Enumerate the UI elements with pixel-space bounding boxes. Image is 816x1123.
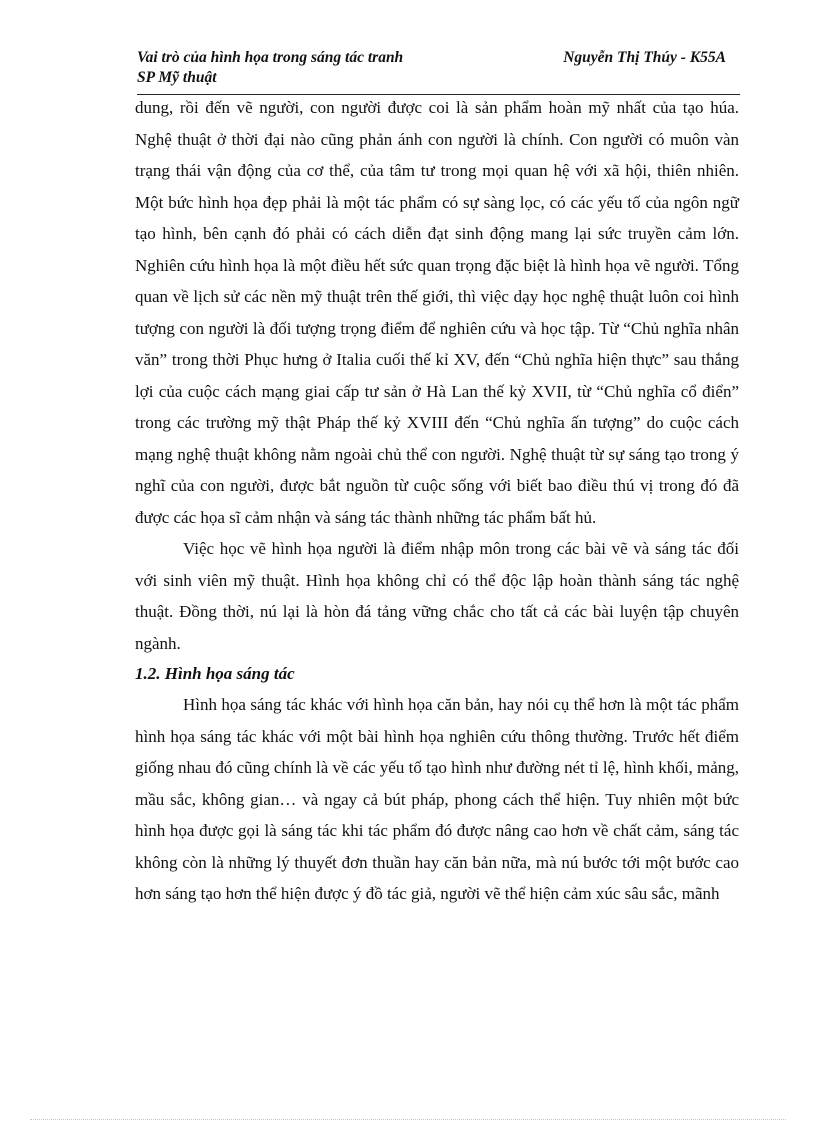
- paragraph-2: Việc học vẽ hình họa người là điểm nhập môn trong các bài vẽ và sáng tác đối với sinh viên mỹ thuật. Hình họa không chỉ có thể độc lập hoàn thành sáng tác nghệ thuật. Đồng thời, nú lại là hòn đá tảng vững chắc cho tất cả các bài luyện tập chuyên ngành.: [135, 539, 739, 653]
- page-bottom-border: [30, 1119, 786, 1120]
- page-header: [137, 48, 740, 95]
- section-heading: 1.2. Hình họa sáng tác: [135, 664, 295, 683]
- paragraph-3: Hình họa sáng tác khác với hình họa căn bản, hay nói cụ thể hơn là một tác phẩm hình họa sáng tác khác với một bài hình họa nghiên cứu thông thường. Trước hết điểm giống nhau đó cũng chính là về các yếu tố tạo hình như đường nét tỉ lệ, hình khối, mảng, mầu sắc, không gian… và ngay cả bút pháp, phong cách thể hiện. Tuy nhiên một bức hình họa được gọi là sáng tác khi tác phẩm đó được nâng cao hơn về chất cảm, sáng tác không còn là những lý thuyết đơn thuần hay căn bản nữa, mà nú bước tới một bước cao hơn sáng tạo hơn thể hiện được ý đồ tác giả, người vẽ thể hiện cảm xúc sâu sắc, mãnh: [135, 695, 739, 903]
- header-author: Nguyễn Thị Thúy - K55A: [563, 49, 726, 66]
- document-body: [135, 92, 739, 910]
- header-title-line1: Vai trò của hình họa trong sáng tác tranh: [137, 49, 404, 66]
- paragraph-1: dung, rồi đến vẽ người, con người được coi là sản phẩm hoàn mỹ nhất của tạo húa. Nghệ thuật ở thời đại nào cũng phản ánh con người là chính. Con người có muôn vàn trạng thái vận động của cơ thể, của tâm tư trong mọi quan hệ với xã hội, thiên nhiên. Một bức hình họa đẹp phải là một tác phẩm có sự sàng lọc, có các yếu tố của ngôn ngữ tạo hình, bên cạnh đó phải có cách diễn đạt sinh động mang lại sức truyền cảm lớn. Nghiên cứu hình họa là một điều hết sức quan trọng đặc biệt là hình họa vẽ người. Tổng quan về lịch sử các nền mỹ thuật trên thế giới, thì việc dạy học nghệ thuật luôn coi hình tượng con người là đối tượng trọng điểm để nghiên cứu và học tập. Từ “Chủ nghĩa nhân văn” trong thời Phục hưng ở Italia cuối thế kỉ XV, đến “Chủ nghĩa hiện thực” sau thắng lợi của cuộc cách mạng giai cấp tư sản ở Hà Lan thế kỷ XVII, từ “Chủ nghĩa cổ điển” trong các trường mỹ thật Pháp thế kỷ XVIII đến “Chủ nghĩa ấn tượng” do cuộc cách mạng nghệ thuật không nằm ngoài chủ thể con người. Nghệ thuật từ sự sáng tạo trong ý nghĩ của con người, được bắt nguồn từ cuộc sống với biết bao điều thú vị trong đó đã được các họa sĩ cảm nhận và sáng tác thành những tác phẩm bất hủ.: [135, 98, 739, 527]
- header-title-line2: SP Mỹ thuật: [137, 69, 217, 86]
- header-title: [137, 48, 497, 88]
